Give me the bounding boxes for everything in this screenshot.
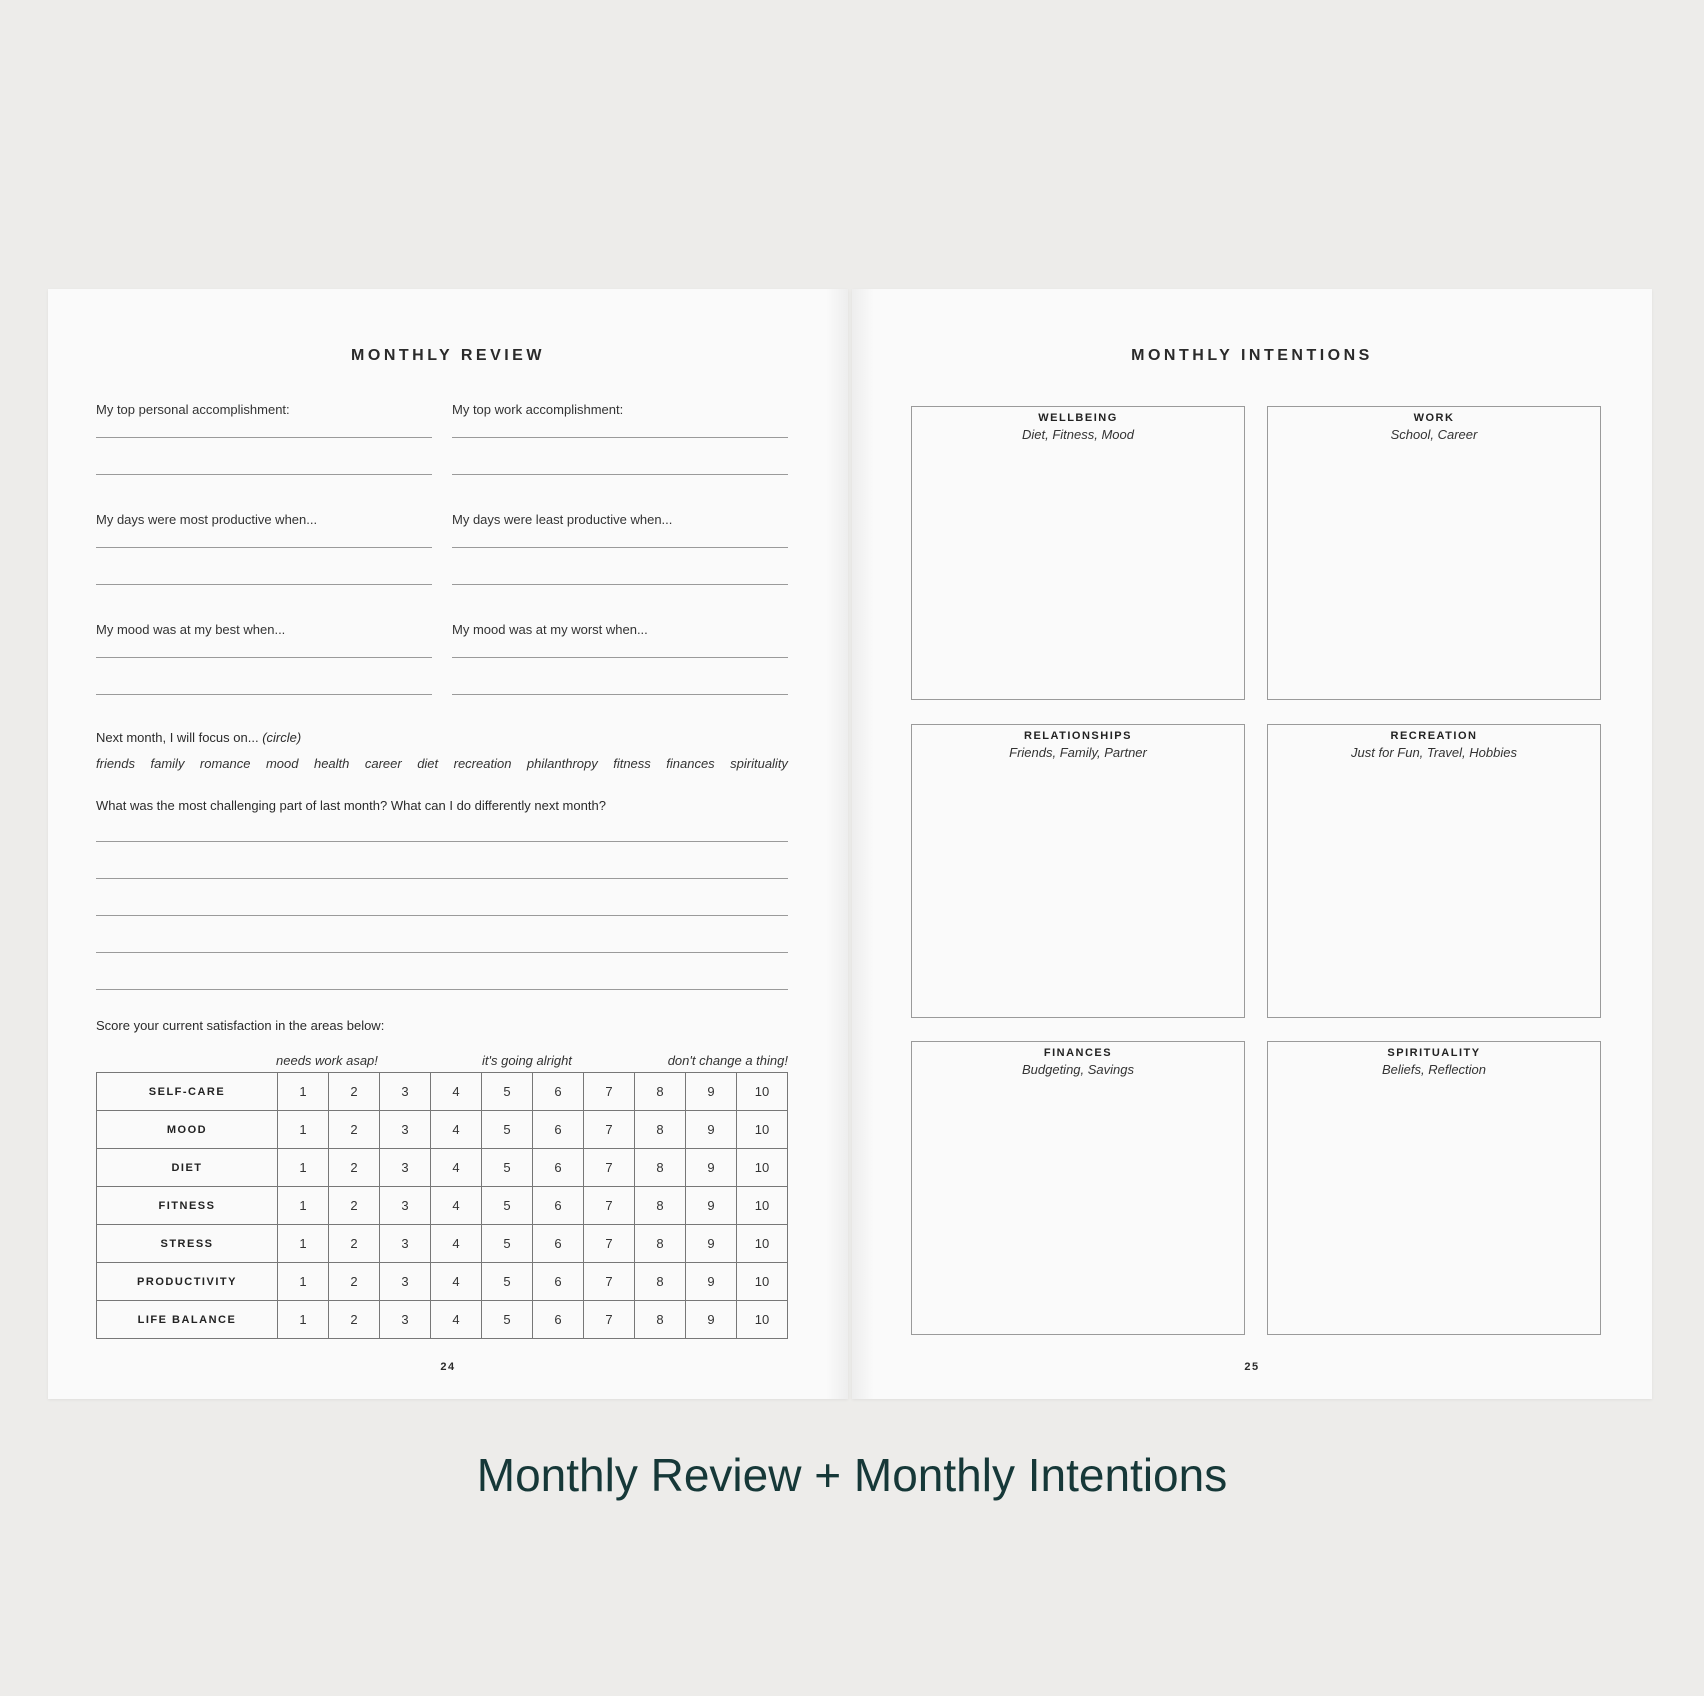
score-cell[interactable]: 6 [533, 1073, 584, 1111]
writing-line[interactable] [96, 657, 432, 658]
box-subtitle: Budgeting, Savings [1021, 1062, 1135, 1077]
box-title: RELATIONSHIPS [1024, 730, 1132, 742]
score-cell[interactable]: 10 [737, 1187, 788, 1225]
caption: Monthly Review + Monthly Intentions [476, 1449, 1228, 1501]
scale-label-low: needs work asap! [276, 1053, 378, 1068]
score-cell[interactable]: 4 [431, 1187, 482, 1225]
score-cell[interactable]: 1 [278, 1187, 329, 1225]
writing-line[interactable] [96, 915, 788, 916]
focus-option[interactable]: romance [199, 756, 251, 771]
writing-line[interactable] [96, 952, 788, 953]
score-cell[interactable]: 2 [329, 1301, 380, 1339]
area-label: FITNESS [97, 1187, 278, 1225]
intention-box-recreation[interactable] [1267, 724, 1601, 1018]
prompt-label: My days were least productive when... [452, 512, 673, 527]
score-cell[interactable]: 5 [482, 1149, 533, 1187]
monthly-review-page [48, 289, 848, 1399]
score-cell[interactable]: 5 [482, 1263, 533, 1301]
scale-label-high: don't change a thing! [667, 1053, 788, 1068]
page-number: 24 [440, 1361, 456, 1373]
table-row [97, 1149, 788, 1187]
score-cell[interactable]: 7 [584, 1149, 635, 1187]
writing-line[interactable] [452, 584, 788, 585]
writing-line[interactable] [96, 841, 788, 842]
score-cell[interactable]: 3 [380, 1301, 431, 1339]
score-prompt: Score your current satisfaction in the areas below: [96, 1018, 385, 1033]
score-cell[interactable]: 6 [533, 1111, 584, 1149]
score-cell[interactable]: 10 [737, 1301, 788, 1339]
focus-prompt [96, 730, 301, 745]
focus-option[interactable]: fitness [613, 756, 651, 771]
monthly-intentions-page [852, 289, 1652, 1399]
area-label: PRODUCTIVITY [97, 1263, 278, 1301]
score-cell[interactable]: 5 [482, 1111, 533, 1149]
score-cell[interactable]: 6 [533, 1263, 584, 1301]
intention-box-spirituality[interactable] [1267, 1041, 1601, 1335]
focus-hint: (circle) [262, 730, 302, 745]
score-cell[interactable]: 7 [584, 1073, 635, 1111]
score-cell[interactable]: 6 [533, 1187, 584, 1225]
score-cell[interactable]: 1 [278, 1111, 329, 1149]
score-cell[interactable]: 8 [635, 1187, 686, 1225]
box-subtitle: Diet, Fitness, Mood [1022, 427, 1134, 442]
score-cell[interactable]: 4 [431, 1149, 482, 1187]
prompt-label: My top work accomplishment: [452, 402, 624, 417]
score-cell[interactable]: 1 [278, 1073, 329, 1111]
writing-line[interactable] [96, 989, 788, 990]
score-cell[interactable]: 5 [482, 1187, 533, 1225]
score-cell[interactable]: 2 [329, 1111, 380, 1149]
table-row [97, 1263, 788, 1301]
score-cell[interactable]: 8 [635, 1263, 686, 1301]
writing-line[interactable] [452, 694, 788, 695]
score-cell[interactable]: 7 [584, 1111, 635, 1149]
score-cell[interactable]: 10 [737, 1225, 788, 1263]
score-cell[interactable]: 8 [635, 1073, 686, 1111]
score-cell[interactable]: 8 [635, 1149, 686, 1187]
score-cell[interactable]: 8 [635, 1225, 686, 1263]
box-title: SPIRITUALITY [1387, 1047, 1481, 1059]
writing-line[interactable] [452, 437, 788, 438]
prompt-mood-worst [452, 622, 788, 695]
score-cell[interactable]: 5 [482, 1073, 533, 1111]
prompt-least-productive [452, 512, 788, 585]
score-cell[interactable]: 8 [635, 1111, 686, 1149]
notebook-spread [48, 289, 1652, 1399]
writing-line[interactable] [452, 547, 788, 548]
challenge-prompt: What was the most challenging part of last month? What can I do differently next month? [96, 798, 606, 813]
focus-option[interactable]: philanthropy [526, 756, 598, 771]
table-row [97, 1073, 788, 1111]
score-cell[interactable]: 3 [380, 1073, 431, 1111]
prompt-personal-accomplishment [96, 402, 432, 475]
writing-line[interactable] [96, 878, 788, 879]
satisfaction-table [96, 1072, 788, 1339]
score-cell[interactable]: 3 [380, 1149, 431, 1187]
writing-line[interactable] [452, 474, 788, 475]
score-cell[interactable]: 9 [686, 1073, 737, 1111]
focus-option[interactable]: diet [417, 756, 439, 771]
score-cell[interactable]: 9 [686, 1149, 737, 1187]
score-cell[interactable]: 2 [329, 1149, 380, 1187]
challenge-lines [96, 841, 788, 1026]
score-cell[interactable]: 9 [686, 1263, 737, 1301]
score-cell[interactable]: 3 [380, 1263, 431, 1301]
score-cell[interactable]: 9 [686, 1225, 737, 1263]
score-cell[interactable]: 2 [329, 1187, 380, 1225]
table-row [97, 1301, 788, 1339]
focus-option[interactable]: spirituality [730, 756, 788, 771]
writing-line[interactable] [96, 584, 432, 585]
score-cell[interactable]: 7 [584, 1301, 635, 1339]
box-title: WORK [1413, 412, 1455, 424]
focus-option[interactable]: recreation [453, 756, 512, 771]
score-cell[interactable]: 8 [635, 1301, 686, 1339]
score-cell[interactable]: 9 [686, 1111, 737, 1149]
page-title: MONTHLY REVIEW [351, 347, 545, 364]
prompt-label: My days were most productive when... [96, 512, 318, 527]
page-number: 25 [1244, 1361, 1260, 1373]
box-title: WELLBEING [1038, 412, 1118, 424]
score-cell[interactable]: 4 [431, 1263, 482, 1301]
prompt-label: My mood was at my worst when... [452, 622, 648, 637]
area-label: STRESS [97, 1225, 278, 1263]
score-cell[interactable]: 5 [482, 1301, 533, 1339]
prompt-label: My top personal accomplishment: [96, 402, 290, 417]
box-subtitle: Just for Fun, Travel, Hobbies [1351, 745, 1517, 760]
box-subtitle: School, Career [1390, 427, 1478, 442]
prompt-mood-best [96, 622, 432, 695]
score-cell[interactable]: 1 [278, 1301, 329, 1339]
box-title: FINANCES [1043, 1047, 1113, 1059]
focus-option[interactable]: career [364, 756, 402, 771]
score-cell[interactable]: 1 [278, 1263, 329, 1301]
prompt-most-productive [96, 512, 432, 585]
score-cell[interactable]: 4 [431, 1301, 482, 1339]
score-cell[interactable]: 10 [737, 1149, 788, 1187]
writing-line[interactable] [96, 437, 432, 438]
score-cell[interactable]: 4 [431, 1111, 482, 1149]
score-cell[interactable]: 10 [737, 1073, 788, 1111]
score-cell[interactable]: 1 [278, 1225, 329, 1263]
score-cell[interactable]: 2 [329, 1263, 380, 1301]
prompt-work-accomplishment [452, 402, 788, 475]
score-cell[interactable]: 7 [584, 1225, 635, 1263]
focus-options [96, 756, 788, 771]
score-cell[interactable]: 6 [533, 1225, 584, 1263]
score-cell[interactable]: 3 [380, 1187, 431, 1225]
box-subtitle: Beliefs, Reflection [1381, 1062, 1487, 1077]
scale-label-mid: it's going alright [482, 1053, 572, 1068]
table-row [97, 1111, 788, 1149]
score-cell[interactable]: 6 [533, 1149, 584, 1187]
score-cell[interactable]: 2 [329, 1225, 380, 1263]
writing-line[interactable] [452, 657, 788, 658]
area-label: LIFE BALANCE [97, 1301, 278, 1339]
score-cell[interactable]: 9 [686, 1187, 737, 1225]
intention-box-relationships[interactable] [911, 724, 1245, 1018]
score-cell[interactable]: 4 [431, 1073, 482, 1111]
score-cell[interactable]: 1 [278, 1149, 329, 1187]
area-label: SELF-CARE [97, 1073, 278, 1111]
score-cell[interactable]: 7 [584, 1263, 635, 1301]
score-cell[interactable]: 6 [533, 1301, 584, 1339]
score-cell[interactable]: 7 [584, 1187, 635, 1225]
score-cell[interactable]: 10 [737, 1111, 788, 1149]
score-cell[interactable]: 3 [380, 1111, 431, 1149]
box-subtitle: Friends, Family, Partner [1009, 745, 1147, 760]
focus-option[interactable]: friends [96, 756, 136, 771]
table-row [97, 1225, 788, 1263]
focus-label: Next month, I will focus on... [96, 730, 259, 745]
box-title: RECREATION [1390, 730, 1478, 742]
score-cell[interactable]: 9 [686, 1301, 737, 1339]
score-cell[interactable]: 2 [329, 1073, 380, 1111]
intention-box-finances[interactable] [911, 1041, 1245, 1335]
focus-option[interactable]: health [313, 756, 350, 771]
score-cell[interactable]: 3 [380, 1225, 431, 1263]
writing-line[interactable] [96, 474, 432, 475]
writing-line[interactable] [96, 694, 432, 695]
writing-line[interactable] [96, 547, 432, 548]
page-title: MONTHLY INTENTIONS [1131, 347, 1373, 364]
focus-option[interactable]: mood [265, 756, 299, 771]
score-cell[interactable]: 4 [431, 1225, 482, 1263]
intention-box-wellbeing[interactable] [911, 406, 1245, 700]
area-label: DIET [97, 1149, 278, 1187]
intention-box-work[interactable] [1267, 406, 1601, 700]
score-cell[interactable]: 5 [482, 1225, 533, 1263]
score-cell[interactable]: 10 [737, 1263, 788, 1301]
table-row [97, 1187, 788, 1225]
area-label: MOOD [97, 1111, 278, 1149]
focus-option[interactable]: family [150, 756, 185, 771]
prompt-label: My mood was at my best when... [96, 622, 286, 637]
focus-option[interactable]: finances [666, 756, 715, 771]
